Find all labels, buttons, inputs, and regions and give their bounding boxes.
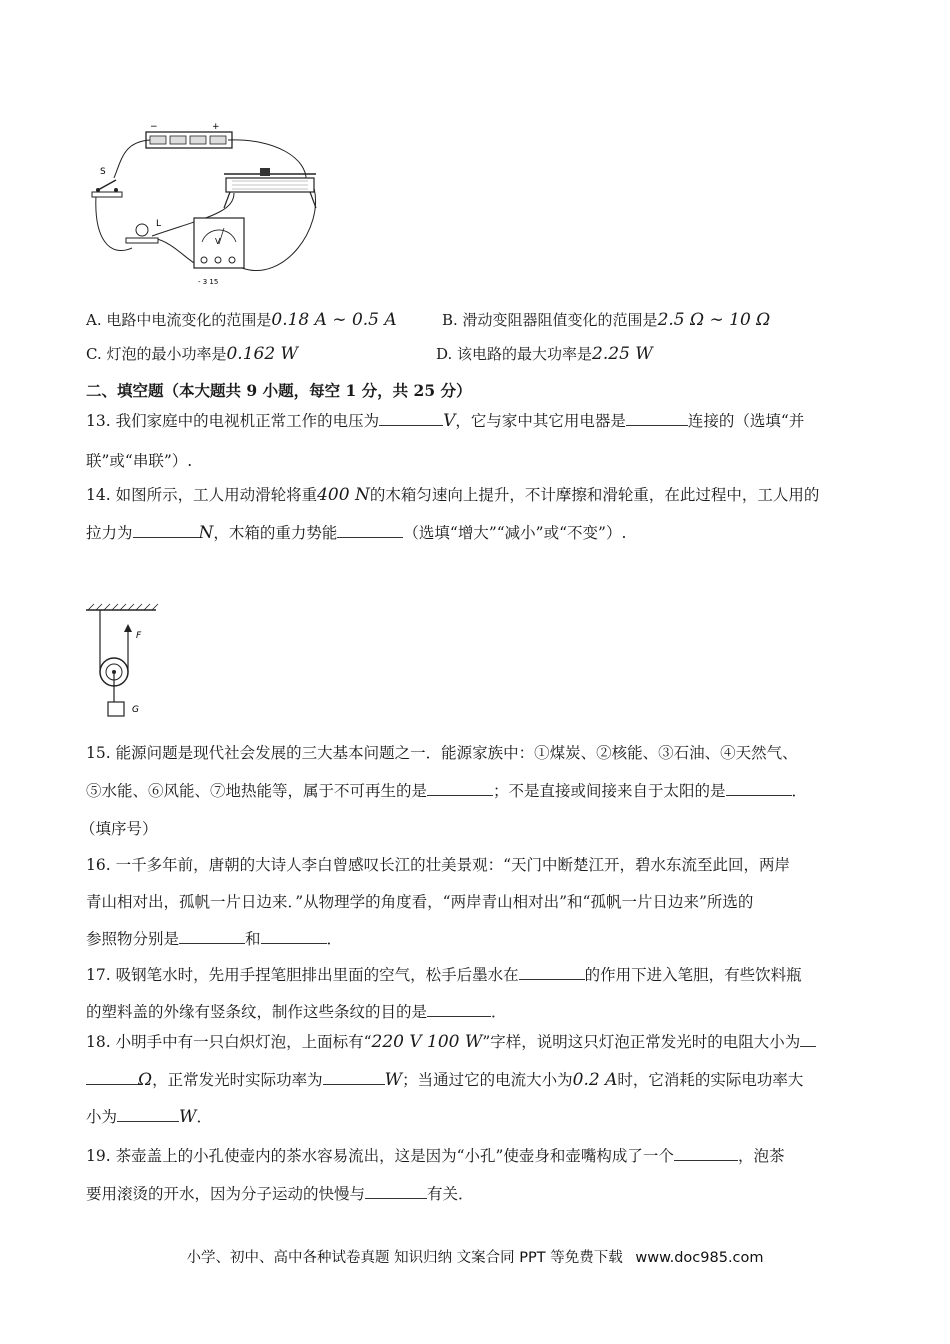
q19-text: 要用滚烫的开水，因为分子运动的快慢与 bbox=[86, 1185, 366, 1203]
q19-text: ，泡茶 bbox=[737, 1147, 785, 1165]
q14-text: 14. 如图所示，工人用动滑轮将重 bbox=[86, 486, 318, 504]
q19-text: 有关． bbox=[427, 1185, 474, 1203]
q18-text: ，正常发光时实际功率为 bbox=[152, 1071, 323, 1089]
unit-n: N bbox=[198, 523, 214, 543]
q13-text: 连接的（选填“并 bbox=[687, 412, 805, 430]
option-c bbox=[86, 343, 298, 365]
q18-text: 18. 小明手中有一只白炽灯泡，上面标有“ bbox=[86, 1033, 372, 1051]
option-d-math: 2.25 W bbox=[592, 344, 653, 364]
q15-line2 bbox=[86, 780, 807, 802]
answer-blank[interactable] bbox=[133, 522, 199, 538]
answer-blank[interactable] bbox=[519, 964, 585, 980]
pulley-diagram bbox=[84, 600, 164, 720]
q15-line3: （填序号） bbox=[80, 820, 158, 838]
section-heading: 二、填空题（本大题共 9 小题，每空 1 分，共 25 分） bbox=[86, 381, 472, 400]
q14-text: 的木箱匀速向上提升，不计摩擦和滑轮重，在此过程中，工人用的 bbox=[369, 486, 820, 504]
q13-line1 bbox=[86, 410, 804, 432]
unit-ohm: Ω bbox=[138, 1070, 153, 1090]
answer-blank[interactable] bbox=[323, 1069, 385, 1085]
footer-text: 小学、初中、高中各种试卷真题 知识归纳 文案合同 PPT 等免费下载 bbox=[186, 1250, 623, 1266]
answer-blank[interactable] bbox=[626, 410, 688, 426]
q15-line1: 15. 能源问题是现代社会发展的三大基本问题之一．能源家族中：①煤炭、②核能、③石油、④天然气、 bbox=[86, 744, 798, 762]
q18-text: ． bbox=[196, 1108, 213, 1126]
q14-line2 bbox=[86, 522, 626, 544]
q15-text: ⑤水能、⑥风能、⑦地热能等，属于不可再生的是 bbox=[86, 782, 428, 800]
answer-blank[interactable] bbox=[365, 1183, 427, 1199]
q13-text: ，它与家中其它用电器是 bbox=[455, 412, 626, 430]
q15-text: ． bbox=[791, 782, 808, 800]
option-b-text: B. 滑动变阻器阻值变化的范围是 bbox=[442, 311, 658, 329]
q17-text: 的作用下进入笔胆，有些饮料瓶 bbox=[584, 966, 802, 984]
q16-text: ． bbox=[326, 930, 343, 948]
q18-text: 小为 bbox=[86, 1108, 118, 1126]
unit-w: W bbox=[384, 1070, 403, 1090]
answer-blank[interactable] bbox=[261, 928, 327, 944]
q17-line2 bbox=[86, 1001, 507, 1023]
q14-text: （选填“增大”“减小”或“不变”）. bbox=[403, 524, 627, 542]
q15-text: ；不是直接或间接来自于太阳的是 bbox=[493, 782, 726, 800]
battery-pos-label: + bbox=[212, 122, 220, 132]
option-d bbox=[436, 343, 653, 365]
q14-line1 bbox=[86, 484, 819, 506]
answer-blank[interactable] bbox=[427, 780, 493, 796]
footer-link[interactable]: www.doc985.com bbox=[635, 1250, 764, 1266]
answer-blank[interactable] bbox=[674, 1145, 738, 1161]
unit-v: V bbox=[443, 411, 456, 431]
meter-symbol: V bbox=[215, 237, 221, 246]
q18-text: ；当通过它的电流大小为 bbox=[402, 1071, 573, 1089]
q16-text: 和 bbox=[245, 930, 261, 948]
q17-text: ． bbox=[491, 1003, 507, 1021]
q17-line1 bbox=[86, 964, 802, 986]
q16-text: 参照物分别是 bbox=[86, 930, 180, 948]
q16-line1: 16. 一千多年前，唐朝的大诗人李白曾感叹长江的壮美景观：“天门中断楚江开，碧水东流至此回，两岸 bbox=[86, 856, 791, 874]
q18-line3 bbox=[86, 1106, 212, 1128]
option-d-text: D. 该电路的最大功率是 bbox=[436, 345, 593, 363]
q19-line1 bbox=[86, 1145, 784, 1167]
switch-label: S bbox=[100, 167, 106, 177]
q17-text: 的塑料盖的外缘有竖条纹，制作这些条纹的目的是 bbox=[86, 1003, 428, 1021]
answer-blank[interactable] bbox=[427, 1001, 491, 1017]
option-a-math: 0.18 A ∼ 0.5 A bbox=[271, 310, 397, 330]
lamp-label: L bbox=[156, 219, 162, 229]
q16-line2: 青山相对出，孤帆一片日边来．”从物理学的角度看，“两岸青山相对出”和“孤帆一片日边来”所选的 bbox=[86, 893, 754, 911]
q14-text: 拉力为 bbox=[86, 524, 133, 542]
option-c-text: C. 灯泡的最小功率是 bbox=[86, 345, 227, 363]
q14-text: ，木箱的重力势能 bbox=[213, 524, 338, 542]
q13-line2: 联”或“串联”）. bbox=[86, 452, 193, 470]
weight-label: G bbox=[132, 705, 139, 715]
q18-line1 bbox=[86, 1031, 816, 1053]
q17-text: 17. 吸钢笔水时，先用手捏笔胆排出里面的空气，松手后墨水在 bbox=[86, 966, 519, 984]
battery-neg-label: − bbox=[150, 122, 158, 132]
q18-line2 bbox=[86, 1069, 803, 1091]
q18-text: ”字样，说明这只灯泡正常发光时的电阻大小为 bbox=[482, 1033, 801, 1051]
unit-w: W bbox=[179, 1107, 197, 1127]
answer-blank[interactable] bbox=[337, 522, 403, 538]
answer-blank[interactable] bbox=[800, 1031, 816, 1047]
q18-current: 0.2 A bbox=[572, 1070, 618, 1090]
answer-blank[interactable] bbox=[379, 410, 443, 426]
page-footer bbox=[0, 1246, 950, 1267]
answer-blank-continued[interactable] bbox=[86, 1069, 138, 1085]
q18-text: 时，它消耗的实际电功率大 bbox=[617, 1071, 804, 1089]
option-a bbox=[86, 309, 397, 331]
q18-rating: 220 V 100 W bbox=[371, 1032, 483, 1052]
meter-terminal-labels: - 3 15 bbox=[198, 278, 219, 286]
option-b-math: 2.5 Ω ∼ 10 Ω bbox=[657, 310, 771, 330]
option-c-math: 0.162 W bbox=[226, 344, 299, 364]
answer-blank[interactable] bbox=[117, 1106, 179, 1122]
q19-line2 bbox=[86, 1183, 474, 1205]
q19-text: 19. 茶壶盖上的小孔使壶内的茶水容易流出，这是因为“小孔”使壶身和壶嘴构成了一个 bbox=[86, 1147, 674, 1165]
q13-text: 13. 我们家庭中的电视机正常工作的电压为 bbox=[86, 412, 380, 430]
option-a-text: A. 电路中电流变化的范围是 bbox=[86, 311, 272, 329]
force-label: F bbox=[136, 631, 142, 641]
q16-line3 bbox=[86, 928, 342, 950]
answer-blank[interactable] bbox=[726, 780, 792, 796]
answer-blank[interactable] bbox=[179, 928, 245, 944]
q14-weight: 400 N bbox=[317, 485, 370, 505]
option-b bbox=[442, 309, 770, 331]
circuit-diagram bbox=[84, 118, 324, 293]
